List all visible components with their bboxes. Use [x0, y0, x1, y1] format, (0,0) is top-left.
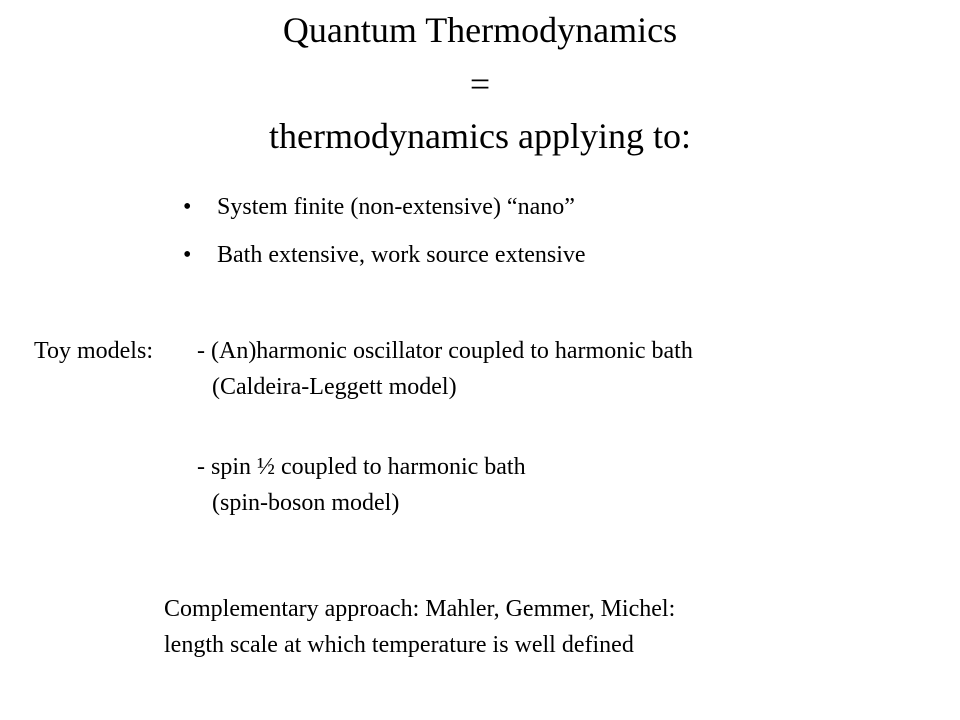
slide-title-line-1: Quantum Thermodynamics [282, 10, 678, 50]
complementary-approach-line-1: Complementary approach: Mahler, Gemmer, Michel: [164, 596, 676, 622]
slide-title-equals: = [469, 64, 491, 104]
bullet-item [183, 240, 586, 288]
toy-model-1-line-1: - (An)harmonic oscillator coupled to harmonic bath [197, 338, 693, 364]
toy-model-2-line-1: - spin ½ coupled to harmonic bath [197, 454, 526, 480]
toy-models-label: Toy models: [34, 338, 153, 364]
complementary-approach-line-2: length scale at which temperature is well defined [164, 632, 634, 658]
bullet-text: Bath extensive, work source extensive [217, 242, 586, 268]
bullet-list [183, 192, 586, 288]
bullet-item [183, 192, 586, 240]
bullet-dot-icon: • [183, 242, 192, 268]
bullet-text: System finite (non-extensive) “nano” [217, 194, 575, 220]
toy-model-1-line-2: (Caldeira-Leggett model) [212, 374, 457, 400]
slide-title-line-3: thermodynamics applying to: [269, 116, 691, 156]
bullet-dot-icon: • [183, 194, 192, 220]
toy-model-2-line-2: (spin-boson model) [212, 490, 400, 516]
